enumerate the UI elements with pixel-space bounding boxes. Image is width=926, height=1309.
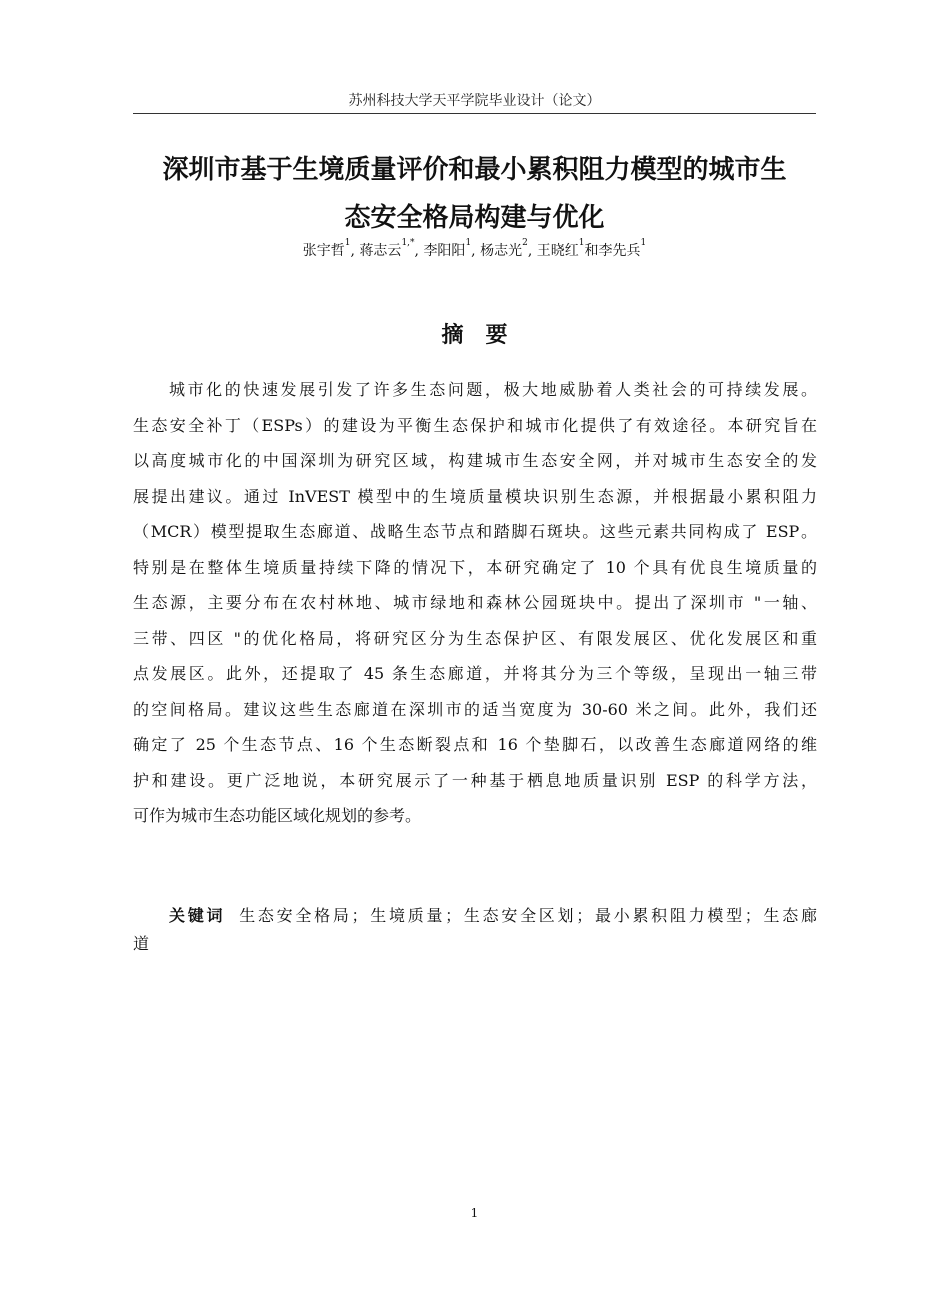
paper-title-line-1: 深圳市基于生境质量评价和最小累积阻力模型的城市生 [162, 155, 787, 185]
running-header: 苏州科技大学天平学院毕业设计（论文） [348, 93, 601, 109]
keywords-text: 生态安全格局；生境质量；生态安全区划；最小累积阻力模型；生态廊 [239, 906, 817, 925]
abstract-line: 以高度城市化的中国深圳为研究区域，构建城市生态安全网，并对城市生态安全的发 [133, 451, 817, 470]
abstract-line: 生态安全补丁（ESPs）的建设为平衡生态保护和城市化提供了有效途径。本研究旨在 [133, 415, 817, 435]
abstract-line: 确定了 25 个生态节点、16 个生态断裂点和 16 个垫脚石，以改善生态廊道网络的维 [133, 735, 817, 754]
author-separator: , [350, 243, 360, 259]
author-conjunction: 和 [584, 243, 599, 259]
abstract-line: 特别是在整体生境质量持续下降的情况下，本研究确定了 10 个具有优良生境质量的 [133, 557, 817, 577]
abstract-line: 三带、四区 "的优化格局，将研究区分为生态保护区、有限发展区、优化发展区和重 [133, 628, 817, 648]
author-name: 张宇哲 [302, 243, 345, 259]
abstract-line: 城市化的快速发展引发了许多生态问题，极大地威胁着人类社会的可持续发展。 [169, 380, 817, 399]
paper-title [118, 146, 831, 242]
author-affiliation-mark: 1 [640, 238, 647, 248]
author-affiliation-mark: 2 [522, 238, 528, 248]
paper-title-line-2: 态安全格局构建与优化 [344, 203, 605, 233]
author-separator: , [414, 243, 424, 259]
author-separator: , [471, 243, 481, 259]
abstract-heading: 摘 要 [441, 323, 508, 348]
abstract-line: 的空间格局。建议这些生态廊道在深圳市的适当宽度为 30-60 米之间。此外，我们还 [133, 699, 817, 719]
abstract-line: 展提出建议。通过 InVEST 模型中的生境质量模块识别生态源，并根据最小累积阻力 [133, 486, 817, 506]
author-separator: , [527, 243, 537, 259]
page-number: 1 [470, 1206, 479, 1220]
author-affiliation-mark: 1 [578, 238, 585, 248]
author-list [133, 240, 816, 260]
header-rule [133, 113, 816, 114]
author-name: 杨志光 [480, 243, 523, 259]
keywords-line-1 [133, 902, 817, 930]
author-name: 蒋志云 [359, 243, 402, 259]
keywords-label: 关键词 [169, 906, 226, 925]
abstract-line: 生态源，主要分布在农村林地、城市绿地和森林公园斑块中。提出了深圳市 "一轴、 [133, 593, 817, 612]
author-affiliation-mark: 1,* [401, 238, 415, 248]
author-name: 王晓红 [536, 243, 579, 259]
abstract-line: 护和建设。更广泛地说，本研究展示了一种基于栖息地质量识别 ESP 的科学方法， [133, 770, 817, 790]
abstract-line: 可作为城市生态功能区域化规划的参考。 [133, 806, 422, 825]
author-name: 李阳阳 [423, 243, 466, 259]
abstract-body [133, 372, 817, 834]
keywords-line-2: 道 [133, 934, 150, 953]
author-name: 李先兵 [598, 243, 641, 259]
author-affiliation-mark: 1 [465, 238, 472, 248]
abstract-line: 点发展区。此外，还提取了 45 条生态廊道，并将其分为三个等级，呈现出一轴三带 [133, 664, 817, 683]
abstract-line: （MCR）模型提取生态廊道、战略生态节点和踏脚石斑块。这些元素共同构成了 ESP。 [133, 522, 817, 541]
keywords-block [133, 902, 817, 958]
author-affiliation-mark: 1 [344, 238, 351, 248]
